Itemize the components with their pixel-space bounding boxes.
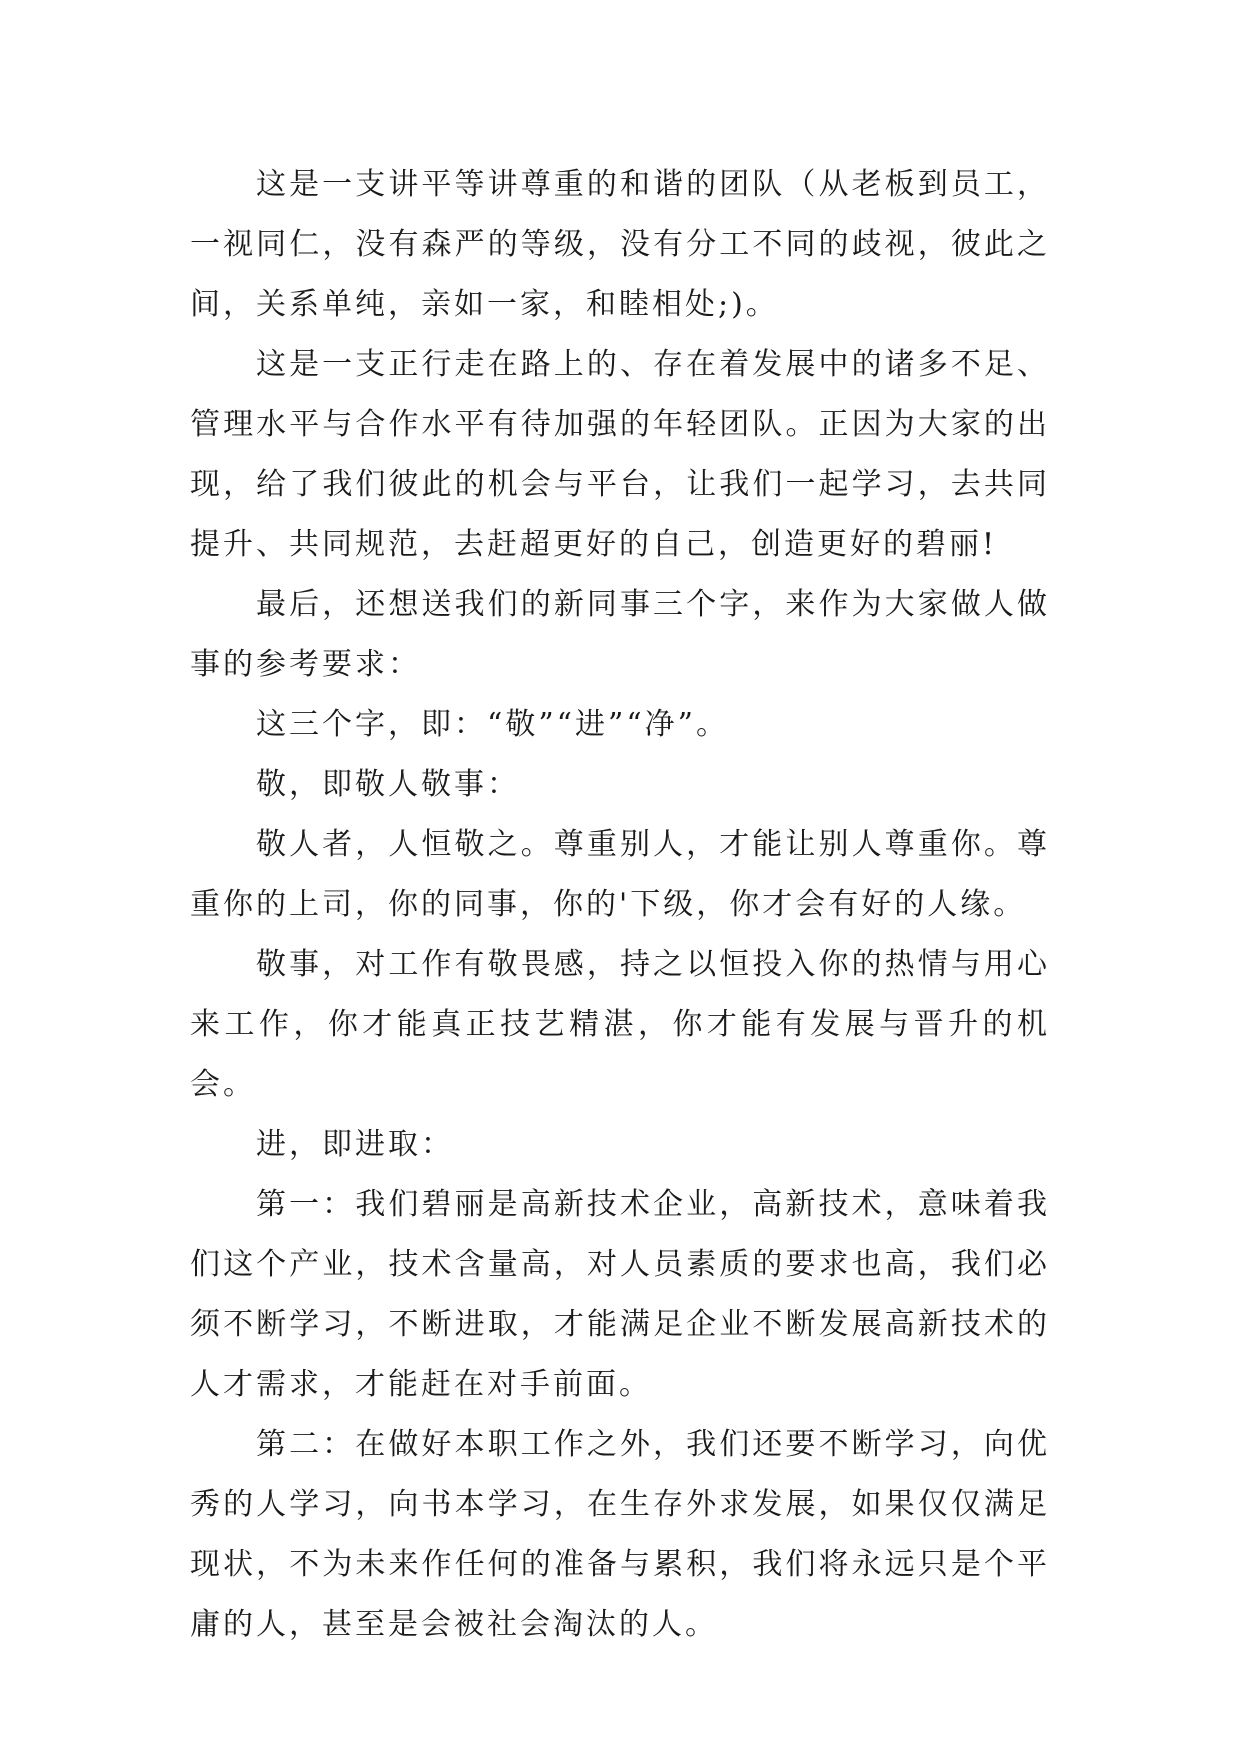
- paragraph-three-words-intro: 最后，还想送我们的新同事三个字，来作为大家做人做事的参考要求：: [190, 587, 1050, 682]
- paragraph-team-growth: 这是一支正行走在路上的、存在着发展中的诸多不足、管理水平与合作水平有待加强的年轻团队。正因为大家的出现，给了我们彼此的机会与平台，让我们一起学习，去共同提升、共同规范，去赶超更好的自己，创造更好的碧丽!: [190, 347, 1050, 562]
- paragraph-progress-first: 第一：我们碧丽是高新技术企业，高新技术，意味着我们这个产业，技术含量高，对人员素质的要求也高，我们必须不断学习，不断进取，才能满足企业不断发展高新技术的人才需求，才能赶在对手前面。: [190, 1187, 1050, 1402]
- paragraph-three-words: 这三个字，即：“敬”“进”“净”。: [256, 707, 730, 742]
- paragraph-respect-work: 敬事，对工作有敬畏感，持之以恒投入你的热情与用心来工作，你才能真正技艺精湛，你才能有发展与晋升的机会。: [190, 947, 1050, 1102]
- document-body: [190, 155, 1050, 1655]
- paragraph-respect-heading: 敬，即敬人敬事：: [256, 767, 520, 802]
- paragraph-progress-heading: 进，即进取：: [256, 1127, 454, 1162]
- paragraph-team-harmony: 这是一支讲平等讲尊重的和谐的团队（从老板到员工，一视同仁，没有森严的等级，没有分工不同的歧视，彼此之间，关系单纯，亲如一家，和睦相处;)。: [190, 167, 1050, 322]
- paragraph-respect-people: 敬人者，人恒敬之。尊重别人，才能让别人尊重你。尊重你的上司，你的同事，你的'下级，你才会有好的人缘。: [190, 827, 1050, 922]
- paragraph-progress-second: 第二：在做好本职工作之外，我们还要不断学习，向优秀的人学习，向书本学习，在生存外求发展，如果仅仅满足现状，不为未来作任何的准备与累积，我们将永远只是个平庸的人，甚至是会被社会淘汰的人。: [190, 1427, 1050, 1642]
